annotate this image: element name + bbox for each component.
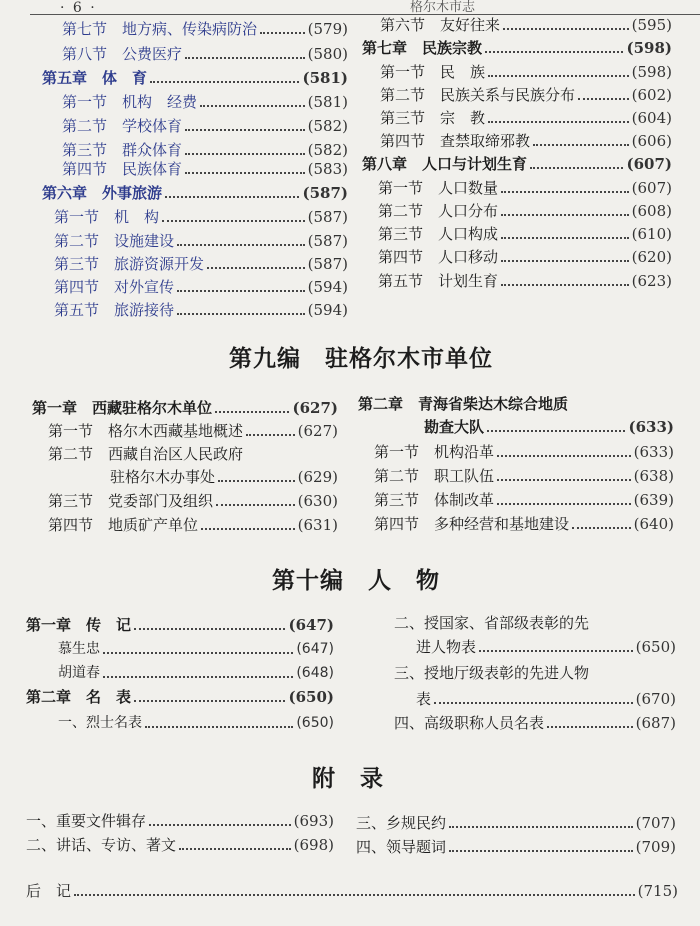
toc-entry: 第五节 计划生育 (623) [378,272,672,290]
toc-entry: 胡道春 (648) [58,665,334,681]
toc-chapter: 第二章 名 表 (650) [26,688,334,706]
toc-chapter: 第八章 人口与计划生育 (607) [362,155,672,173]
toc-entry: 第一节 机构 经费 (581) [62,93,348,111]
toc-chapter: 第五章 体 育 (581) [42,69,348,87]
toc-entry: 第二节 学校体育 (582) [62,117,348,135]
toc-entry: 第二节 民族关系与民族分布 (602) [380,86,672,104]
toc-entry: 驻格尔木办事处 (629) [110,468,338,486]
toc-entry: 第五节 旅游接待 (594) [54,301,348,319]
toc-entry: 第三节 旅游资源开发 (587) [54,255,348,273]
toc-chapter: 勘查大队 (633) [424,418,674,436]
toc-entry: 第七节 地方病、传染病防治 (579) [62,20,348,38]
toc-entry: 第四节 人口移动 (620) [378,248,672,266]
toc-entry: 表 (670) [416,690,676,708]
toc-chapter: 第七章 民族宗教 (598) [362,39,672,57]
toc-entry: 第一节 机 构 (587) [54,208,348,226]
toc-entry: 二、讲话、专访、著文 (698) [26,836,334,854]
toc-chapter: 第一章 西藏驻格尔木单位 (627) [32,399,338,417]
toc-entry: 一、重要文件辑存 (693) [26,812,334,830]
toc-entry: 四、领导题词 (709) [356,838,676,856]
toc-entry: 第一节 人口数量 (607) [378,179,672,197]
toc-entry: 第二节 人口分布 (608) [378,202,672,220]
appendix-title: 附 录 [312,765,384,792]
toc-entry-line: 第二节 西藏自治区人民政府 [48,445,244,463]
toc-entry: 第二节 职工队伍 (638) [374,467,674,485]
afterword-entry: 后 记 (715) [26,882,678,900]
toc-entry: 三、乡规民约 (707) [356,814,676,832]
part-title-10: 第十编 人 物 [272,567,440,594]
toc-entry: 第四节 对外宣传 (594) [54,278,348,296]
toc-entry: 慕生忠 (647) [58,641,334,657]
toc-entry: 第四节 多种经营和基地建设 (640) [374,515,674,533]
toc-entry: 第一节 格尔木西藏基地概述 (627) [48,422,338,440]
toc-entry-line: 二、授国家、省部级表彰的先 [394,614,590,632]
toc-chapter-line: 第二章 青海省柴达木综合地质 [358,395,569,413]
toc-entry: 第四节 地质矿产单位 (631) [48,516,338,534]
toc-entry-line: 三、授地厅级表彰的先进人物 [394,664,590,682]
toc-entry: 第六节 友好往来 (595) [380,16,672,34]
toc-entry: 四、高级职称人员名表 (687) [394,714,676,732]
toc-entry: 第三节 体制改革 (639) [374,491,674,509]
page-number: · 6 · [60,0,97,16]
toc-entry: 第三节 人口构成 (610) [378,225,672,243]
toc-entry: 进人物表 (650) [416,638,676,656]
toc-chapter: 第一章 传 记 (647) [26,616,334,634]
toc-entry: 第四节 查禁取缔邪教 (606) [380,132,672,150]
running-title: 格尔木市志 [410,0,476,15]
toc-entry: 第三节 宗 教 (604) [380,109,672,127]
toc-entry: 第二节 设施建设 (587) [54,232,348,250]
toc-entry: 第三节 群众体育 (582) [62,141,348,159]
toc-entry: 第三节 党委部门及组织 (630) [48,492,338,510]
toc-entry: 一、烈士名表 (650) [58,715,334,731]
toc-entry: 第八节 公费医疗 (580) [62,45,348,63]
toc-entry: 第一节 机构沿革 (633) [374,443,674,461]
toc-entry: 第四节 民族体育 (583) [62,160,348,178]
toc-chapter: 第六章 外事旅游 (587) [42,184,348,202]
toc-entry: 第一节 民 族 (598) [380,63,672,81]
part-title-9: 第九编 驻格尔木市单位 [229,345,493,372]
